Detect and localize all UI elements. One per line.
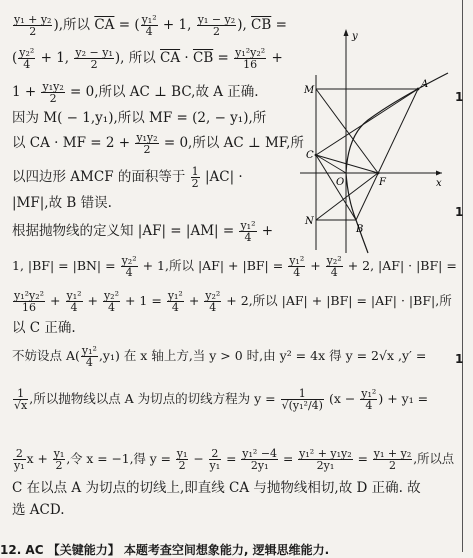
solution-line: $\frac{\text{y₁²y₂²}}{16}$ + $\frac{\text{y₁²}}{4}$ + $\frac{\text{y₂²}}{4}$ + 1 = $\frac{\text{y₁²}}{4}$ + $\frac{\text{y₂²}}{4}$ + 2,所以 |AF| + |BF| = |AF| · |BF|,所 (14, 289, 452, 314)
label-x: x (436, 178, 442, 189)
margin-score: 1 (455, 90, 464, 104)
fraction: $\frac{\text{y₁²}}{4}$ (141, 13, 157, 38)
fraction: $\frac{\text{y₁y₂}}{2}$ (136, 131, 158, 156)
margin-score: 1 (455, 352, 464, 366)
fraction: $\frac{\text{y₁²y₂²}}{16}$ (14, 289, 45, 314)
fraction: $\frac{1}{√x}$ (14, 387, 28, 412)
next-question-heading: 12. AC 【关键能力】 本题考查空间想象能力, 逻辑思维能力. (0, 543, 330, 557)
fraction: $\frac{\text{y₂²}}{4}$ (19, 46, 35, 71)
fraction: $\frac{\text{y₂²}}{4}$ (103, 289, 120, 314)
fraction: $\frac{2}{\text{y₁}}$ (209, 447, 221, 472)
solution-line: 以四边形 AMCF 的面积等于 $\frac{1}{2}$ |AC| · (12, 165, 243, 190)
parabola-lower (346, 173, 368, 253)
fraction: $\frac{\text{y₂²}}{4}$ (121, 254, 137, 279)
solution-line: $\frac{\text{y₁ + y₂}}{2}$ ),所以 $\overline{CA}$ = ( $\frac{\text{y₁²}}{4}$ + 1, $\frac{\text{y₁ − y₂}}{2}$ ), $\overline{CB}$ = (14, 13, 287, 38)
fraction: $\frac{2}{\text{y₁}}$ (14, 447, 25, 472)
fraction: $\frac{\text{y₁}}{2}$ (53, 447, 65, 472)
fraction: $\frac{\text{y₁}}{2}$ (176, 447, 188, 472)
label-B: B (356, 224, 364, 235)
point-A (417, 88, 420, 91)
fraction: $\frac{\text{y₁ − y₂}}{2}$ (197, 13, 236, 38)
label-y: y (352, 31, 358, 42)
fraction: $\frac{\text{y₁² −4}}{\text{2y₁}}$ (242, 447, 278, 472)
point-F (377, 172, 380, 175)
fraction: $\frac{\text{y₁²}}{4}$ (289, 254, 305, 279)
segment-CO (316, 155, 346, 173)
fraction: $\frac{\text{y₁² + y₁y₂}}{\text{2y₁}}$ (299, 447, 352, 472)
solution-line: ( $\frac{\text{y₂²}}{4}$ + 1, $\frac{\text{y₂ − y₁}}{2}$ ), 所以 $\overline{CA} \cdot \overline{CB}$ = $\frac{\text{y₁²y₂²}}{16}$ + (12, 46, 283, 71)
y-axis-arrow (344, 29, 349, 36)
solution-line: |MF|,故 B 错误. (12, 195, 112, 211)
label-M: M (304, 85, 315, 96)
fraction: $\frac{\text{y₂²}}{4}$ (326, 254, 342, 279)
solution-line: 1, |BF| = |BN| = $\frac{\text{y₂²}}{4}$ + 1,所以 |AF| + |BF| = $\frac{\text{y₁²}}{4}$ + $\frac{\text{y₂²}}{4}$ + 2, |AF| · |BF| = (12, 254, 457, 279)
x-axis-arrow (436, 171, 442, 176)
fraction: $\frac{\text{y₁ + y₂}}{2}$ (373, 447, 412, 472)
solution-line: 以 CA · MF = 2 + $\frac{\text{y₁y₂}}{2}$ = 0,所以 AC ⊥ MF,所 (12, 131, 304, 156)
solution-line: $\frac{1}{√x}$ ,所以抛物线以点 A 为切点的切线方程为 y = $\frac{1}{\text{√(y₁²/4)}}$ (x − $\frac{\text{y₁²}}{4}$ ) + y₁ = (14, 387, 429, 412)
solution-line: 选 ACD. (12, 502, 65, 518)
parabola-upper (346, 73, 448, 173)
label-O: O (336, 177, 345, 188)
label-N: N (305, 216, 314, 227)
label-A: A (421, 79, 429, 90)
fraction: $\frac{\text{y₁²}}{4}$ (167, 289, 183, 314)
fraction: $\frac{\text{y₁²}}{4}$ (66, 289, 82, 314)
point-C (315, 154, 318, 157)
fraction: $\frac{\text{y₁²}}{4}$ (361, 387, 377, 412)
fraction: $\frac{1}{\text{√(y₁²/4)}}$ (281, 387, 323, 412)
fraction: $\frac{\text{y₁y₂}}{2}$ (42, 80, 64, 105)
solution-line: 根据抛物线的定义知 |AF| = |AM| = $\frac{\text{y₁²}}{4}$ + (12, 219, 274, 244)
label-F: F (379, 177, 386, 188)
fraction: $\frac{1}{2}$ (191, 165, 199, 190)
solution-line: 1 + $\frac{\text{y₁y₂}}{2}$ = 0,所以 AC ⊥ BC,故 A 正确. (12, 80, 259, 105)
fraction: $\frac{\text{y₁²}}{4}$ (240, 219, 256, 244)
solution-line: $\frac{2}{\text{y₁}}$ x + $\frac{\text{y₁}}{2}$ ,令 x = −1,得 y = $\frac{\text{y₁}}{2}$ − $\frac{2}{\text{y₁}}$ = $\frac{\text{y₁² −4}}{\text{2y₁}}$ = $\frac{\text{y₁² + y₁y₂}}{\text{2y₁}}$ = $\frac{\text{y₁ + y₂}}{2}$ ,所以点 (14, 447, 455, 472)
fraction: $\frac{\text{y₁²y₂²}}{16}$ (235, 46, 266, 71)
solution-line: 以 C 正确. (12, 320, 76, 336)
fraction: $\frac{\text{y₂²}}{4}$ (205, 289, 221, 314)
solution-line: 因为 M( − 1,y₁),所以 MF = (2, − y₁),所 (12, 110, 267, 126)
margin-score: 1 (455, 205, 464, 219)
margin-rule (462, 0, 463, 552)
solution-line: C 在以点 A 为切点的切线上,即直线 CA 与抛物线相切,故 D 正确. 故 (12, 480, 421, 496)
parabola-diagram (290, 25, 450, 255)
fraction: $\frac{\text{y₂ − y₁}}{2}$ (75, 46, 113, 71)
fraction: $\frac{\text{y₁²}}{4}$ (81, 344, 97, 369)
label-C: C (306, 150, 314, 161)
fraction: $\frac{\text{y₁ + y₂}}{2}$ (14, 13, 52, 38)
solution-line: 不妨设点 A( $\frac{\text{y₁²}}{4}$ ,y₁) 在 x 轴上方,当 y > 0 时,由 y² = 4x 得 y = 2√x ,y′ = (12, 344, 427, 369)
